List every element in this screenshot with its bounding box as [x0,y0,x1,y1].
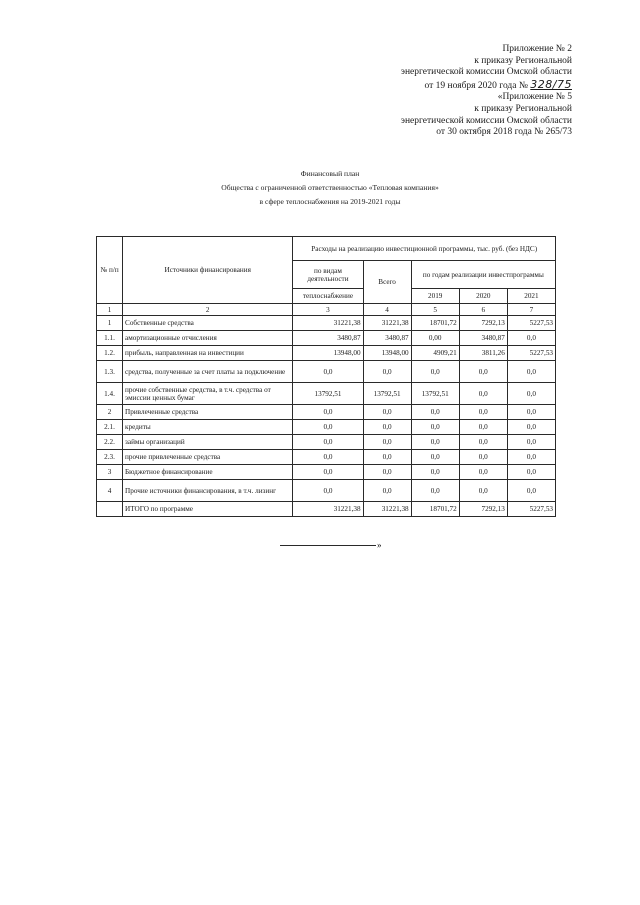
row-2019-value: 0,0 [411,405,459,420]
table-row [97,405,556,420]
header-by-years: по годам реализации инвестпрограммы [411,261,555,289]
header-year-2020: 2020 [459,289,507,304]
table-row [97,316,556,331]
row-number: 1 [97,316,123,331]
table-row [97,361,556,383]
row-number: 2.3. [97,450,123,465]
prior-appendix-number: «Приложение № 5 [497,92,572,103]
row-activity-value: 31221,38 [293,502,363,517]
row-activity-value: 0,0 [293,450,363,465]
header-total: Всего [363,261,411,304]
row-activity-value: 0,0 [293,420,363,435]
row-activity-value: 0,0 [293,405,363,420]
row-number: 3 [97,465,123,480]
row-source: Бюджетное финансирование [123,465,293,480]
row-total-value: 13948,00 [363,346,411,361]
row-2021-value: 0,0 [507,331,555,346]
header-activity-heat: теплоснабжение [293,289,363,304]
row-2021-value: 0,0 [507,420,555,435]
row-2021-value: 0,0 [507,480,555,502]
row-total-value: 31221,38 [363,502,411,517]
prior-order-date: от 30 октября 2018 года № 265/73 [436,127,572,138]
appendix-number: Приложение № 2 [502,44,572,54]
row-activity-value: 0,0 [293,435,363,450]
financial-plan-table [96,236,556,517]
order-date-line [272,79,572,93]
column-number: 1 [97,304,123,316]
row-source: займы организаций [123,435,293,450]
row-source: средства, полученные за счет платы за подключение [123,361,293,383]
row-number: 2 [97,405,123,420]
row-activity-value: 13948,00 [293,346,363,361]
row-2021-value: 5227,53 [507,346,555,361]
row-2019-value: 18701,72 [411,316,459,331]
table-row-total [97,502,556,517]
header-year-2021: 2021 [507,289,555,304]
row-source: прочие собственные средства, в т.ч. средства от эмиссии ценных бумаг [123,383,293,405]
row-2020-value: 0,0 [459,465,507,480]
row-2019-value: 4909,21 [411,346,459,361]
row-2021-value: 0,0 [507,405,555,420]
row-number: 1.4. [97,383,123,405]
header-number: № п/п [97,237,123,304]
row-2019-value: 0,0 [411,435,459,450]
closing-rule [280,545,376,546]
row-2020-value: 7292,13 [459,316,507,331]
row-2020-value: 7292,13 [459,502,507,517]
row-2019-value: 13792,51 [411,383,459,405]
row-activity-value: 0,0 [293,361,363,383]
commission-name: энергетической комиссии Омской области [400,67,572,78]
row-activity-value: 13792,51 [293,383,363,405]
row-2020-value: 0,0 [459,405,507,420]
row-source: ИТОГО по программе [123,502,293,517]
document-header [272,44,572,139]
table-row [97,465,556,480]
row-activity-value: 0,0 [293,480,363,502]
column-number: 4 [363,304,411,316]
column-numbers-row [97,304,556,316]
header-source: Источники финансирования [123,237,293,304]
row-2021-value: 0,0 [507,361,555,383]
row-source: Собственные средства [123,316,293,331]
order-reference: к приказу Региональной [474,55,572,66]
table-row [97,383,556,405]
row-2021-value: 0,0 [507,435,555,450]
row-number [97,502,123,517]
row-2021-value: 0,0 [507,383,555,405]
row-total-value: 3480,87 [363,331,411,346]
row-2021-value: 0,0 [507,465,555,480]
column-number: 6 [459,304,507,316]
column-number: 7 [507,304,555,316]
title-line-2: Общества с ограниченной ответственностью «Тепловая компания» [221,183,439,192]
row-number: 4 [97,480,123,502]
row-2019-value: 0,0 [411,465,459,480]
row-2020-value: 0,0 [459,383,507,405]
row-source: Прочие источники финансирования, в т.ч. лизинг [123,480,293,502]
row-number: 1.2. [97,346,123,361]
row-total-value: 0,0 [363,435,411,450]
row-total-value: 0,0 [363,420,411,435]
row-total-value: 0,0 [363,465,411,480]
table-row [97,435,556,450]
row-total-value: 13792,51 [363,383,411,405]
row-total-value: 0,0 [363,405,411,420]
prior-commission-name: энергетической комиссии Омской области [400,115,572,126]
row-source: прочие привлеченные средства [123,450,293,465]
row-source: кредиты [123,420,293,435]
row-2020-value: 0,0 [459,450,507,465]
row-activity-value: 0,0 [293,465,363,480]
row-2019-value: 0,0 [411,450,459,465]
row-2019-value: 0,0 [411,361,459,383]
order-date: от 19 ноября 2020 года № [424,80,528,91]
closing-quote: » [377,540,382,550]
table-row [97,450,556,465]
row-activity-value: 3480,87 [293,331,363,346]
row-2020-value: 0,0 [459,361,507,383]
row-source: прибыль, направленная на инвестиции [123,346,293,361]
row-number: 2.2. [97,435,123,450]
row-2019-value: 0,0 [411,480,459,502]
row-2019-value: 18701,72 [411,502,459,517]
row-2020-value: 3480,87 [459,331,507,346]
column-number: 3 [293,304,363,316]
row-2021-value: 5227,53 [507,316,555,331]
title-line-1: Финансовый план [300,169,360,178]
row-2020-value: 0,0 [459,420,507,435]
header-by-activity: по видам деятельности [293,261,363,289]
row-2020-value: 3811,26 [459,346,507,361]
prior-order-reference: к приказу Региональной [474,103,572,114]
document-title [0,167,640,209]
header-year-2019: 2019 [411,289,459,304]
column-number: 2 [123,304,293,316]
table-row [97,346,556,361]
table-row [97,480,556,502]
row-total-value: 0,0 [363,450,411,465]
row-source: амортизационные отчисления [123,331,293,346]
row-total-value: 31221,38 [363,316,411,331]
table-row [97,331,556,346]
row-activity-value: 31221,38 [293,316,363,331]
row-2019-value: 0,00 [411,331,459,346]
table-row [97,420,556,435]
row-2021-value: 5227,53 [507,502,555,517]
row-total-value: 0,0 [363,361,411,383]
row-2020-value: 0,0 [459,480,507,502]
header-expenses: Расходы на реализацию инвестиционной программы, тыс. руб. (без НДС) [293,237,556,261]
row-number: 1.3. [97,361,123,383]
row-2019-value: 0,0 [411,420,459,435]
row-2020-value: 0,0 [459,435,507,450]
row-source: Привлеченные средства [123,405,293,420]
row-number: 2.1. [97,420,123,435]
row-number: 1.1. [97,331,123,346]
row-total-value: 0,0 [363,480,411,502]
column-number: 5 [411,304,459,316]
row-2021-value: 0,0 [507,450,555,465]
title-line-3: в сфере теплоснабжения на 2019-2021 годы [259,197,401,206]
order-number-handwritten: 328/75 [530,77,572,91]
